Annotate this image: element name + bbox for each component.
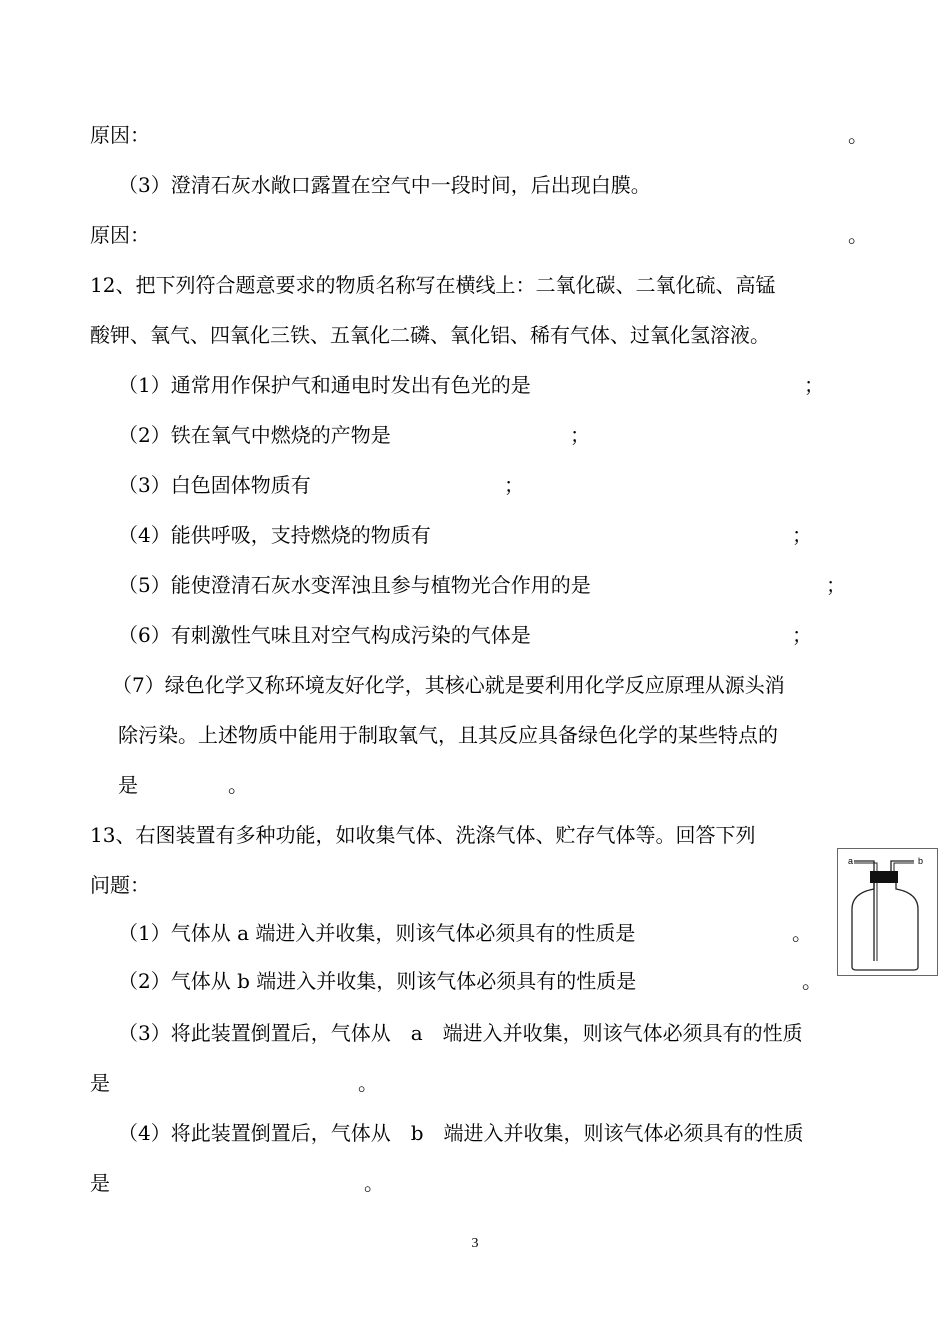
reason-label-2: 原因：	[90, 223, 150, 247]
q12-7-line3: 是	[118, 773, 138, 797]
q13-3-line1: （3）将此装置倒置后，气体从 a 端进入并收集，则该气体必须具有的性质	[118, 1021, 803, 1045]
semicolon-mark: ；	[792, 523, 812, 547]
period-mark: 。	[358, 1071, 378, 1095]
q12-4-text: （4）能供呼吸，支持燃烧的物质有	[118, 523, 431, 547]
q13-4-line2: 是	[90, 1171, 110, 1195]
q12-7-line1: （7）绿色化学又称环境友好化学，其核心就是要利用化学反应原理从源头消	[112, 673, 785, 697]
reason-label-1: 原因：	[90, 123, 150, 147]
bottle-outline	[852, 883, 918, 970]
period-mark: 。	[848, 123, 868, 147]
semicolon-mark: ；	[570, 423, 590, 447]
q12-stem-line1: 12、把下列符合题意要求的物质名称写在横线上：二氧化碳、二氧化硫、高锰	[90, 273, 776, 297]
q13-2-text: （2）气体从 b 端进入并收集，则该气体必须具有的性质是	[118, 969, 637, 993]
period-mark: 。	[364, 1171, 384, 1195]
gas-bottle-diagram	[838, 849, 937, 975]
label-a: a	[848, 856, 854, 866]
semicolon-mark: ；	[504, 473, 524, 497]
q13-stem-line1: 13、右图装置有多种功能，如收集气体、洗涤气体、贮存气体等。回答下列	[90, 823, 756, 847]
q12-2-text: （2）铁在氧气中燃烧的产物是	[118, 423, 391, 447]
q12-1-text: （1）通常用作保护气和通电时发出有色光的是	[118, 373, 531, 397]
q13-3-line2: 是	[90, 1071, 110, 1095]
q13-1-text: （1）气体从 a 端进入并收集，则该气体必须具有的性质是	[118, 921, 636, 945]
stopper	[870, 871, 898, 883]
period-mark: 。	[228, 773, 248, 797]
q13-4-line1: （4）将此装置倒置后，气体从 b 端进入并收集，则该气体必须具有的性质	[118, 1121, 804, 1145]
q12-stem-line2: 酸钾、氧气、四氧化三铁、五氧化二磷、氧化铝、稀有气体、过氧化氢溶液。	[90, 323, 770, 347]
period-mark: 。	[792, 921, 812, 945]
q12-3-text: （3）白色固体物质有	[118, 473, 311, 497]
period-mark: 。	[848, 223, 868, 247]
semicolon-mark: ；	[792, 623, 812, 647]
q12-6-text: （6）有刺激性气味且对空气构成污染的气体是	[118, 623, 531, 647]
label-b: b	[918, 856, 924, 866]
page-number: 3	[471, 1236, 479, 1251]
q12-5-text: （5）能使澄清石灰水变浑浊且参与植物光合作用的是	[118, 573, 591, 597]
q13-stem-line2: 问题：	[90, 873, 150, 897]
q12-7-line2: 除污染。上述物质中能用于制取氧气，且其反应具备绿色化学的某些特点的	[118, 723, 778, 747]
gas-bottle-figure	[837, 848, 938, 976]
q11-3-text: （3）澄清石灰水敞口露置在空气中一段时间，后出现白膜。	[118, 173, 651, 197]
period-mark: 。	[802, 969, 822, 993]
semicolon-mark: ；	[804, 373, 824, 397]
semicolon-mark: ；	[826, 573, 846, 597]
